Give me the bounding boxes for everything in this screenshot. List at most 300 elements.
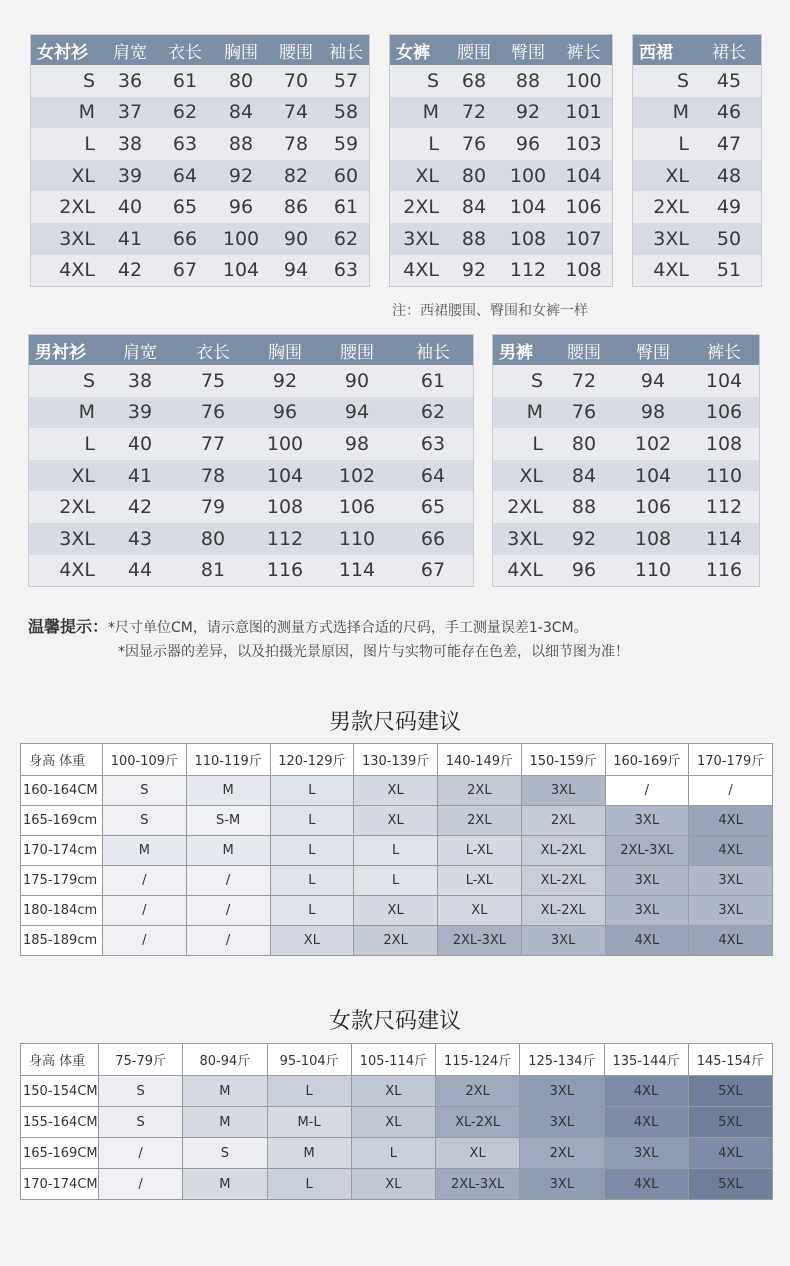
recommended-size-cell: 5XL	[688, 1169, 772, 1200]
women-pants-size-table	[389, 34, 613, 287]
recommended-size-cell: 3XL	[605, 866, 689, 896]
measurement-cell: 72	[551, 365, 617, 397]
measurement-cell: 66	[157, 223, 213, 255]
recommended-size-cell: 4XL	[689, 926, 773, 956]
recommended-size-cell: 2XL	[438, 776, 522, 806]
table-row	[29, 523, 473, 555]
recommended-size-cell: 2XL	[354, 926, 438, 956]
table-row	[633, 160, 761, 192]
recommended-size-cell: /	[103, 926, 187, 956]
size-label: 3XL	[29, 523, 103, 555]
weight-range-header: 140-149斤	[438, 744, 522, 776]
table-row	[390, 223, 612, 255]
measurement-cell: 116	[689, 555, 759, 587]
recommended-size-cell: M	[183, 1076, 267, 1107]
recommended-size-cell: M	[267, 1138, 351, 1169]
size-label: 4XL	[31, 255, 103, 287]
measurement-cell: 37	[103, 97, 157, 129]
recommended-size-cell: M	[186, 836, 270, 866]
measurement-cell: 43	[103, 523, 177, 555]
measurement-cell: 66	[393, 523, 473, 555]
measurement-cell: 38	[103, 365, 177, 397]
measurement-cell: 104	[555, 160, 612, 192]
table-row	[633, 223, 761, 255]
weight-range-header: 110-119斤	[186, 744, 270, 776]
measurement-cell: 76	[447, 128, 501, 160]
table-row	[390, 65, 612, 97]
recommended-size-cell: L	[270, 776, 354, 806]
measurement-cell: 81	[177, 555, 249, 587]
recommended-size-cell: L	[270, 836, 354, 866]
measurement-cell: 106	[321, 491, 393, 523]
height-range-label: 175-179cm	[21, 866, 103, 896]
measurement-cell: 112	[249, 523, 321, 555]
reco-row	[21, 926, 773, 956]
table-row	[493, 365, 759, 397]
size-label: 2XL	[29, 491, 103, 523]
size-label: S	[31, 65, 103, 97]
column-header: 肩宽	[103, 35, 157, 65]
reco-header-row	[21, 1044, 773, 1076]
measurement-cell: 67	[393, 555, 473, 587]
column-header: 袖长	[393, 335, 473, 365]
reco-header-row	[21, 744, 773, 776]
size-table-header	[493, 335, 759, 365]
size-label: M	[633, 97, 697, 129]
recommended-size-cell: M	[183, 1107, 267, 1138]
size-label: 4XL	[633, 255, 697, 287]
measurement-cell: 79	[177, 491, 249, 523]
reco-row	[21, 1169, 773, 1200]
reco-row	[21, 776, 773, 806]
size-label: M	[29, 397, 103, 429]
recommended-size-cell: 4XL	[604, 1107, 688, 1138]
table-row	[29, 397, 473, 429]
recommended-size-cell: /	[186, 896, 270, 926]
measurement-cell: 84	[447, 191, 501, 223]
height-range-label: 165-169cm	[21, 806, 103, 836]
size-label: XL	[633, 160, 697, 192]
recommended-size-cell: 4XL	[689, 806, 773, 836]
reco-row	[21, 1107, 773, 1138]
recommended-size-cell: 4XL	[689, 836, 773, 866]
size-label: 3XL	[390, 223, 447, 255]
measurement-cell: 50	[697, 223, 761, 255]
column-header: 袖长	[323, 35, 369, 65]
table-row	[633, 65, 761, 97]
measurement-cell: 107	[555, 223, 612, 255]
measurement-cell: 88	[551, 491, 617, 523]
column-header: 臀围	[617, 335, 689, 365]
recommended-size-cell: S-M	[186, 806, 270, 836]
measurement-cell: 40	[103, 191, 157, 223]
size-label: L	[493, 428, 551, 460]
table-row	[493, 523, 759, 555]
measurement-cell: 57	[323, 65, 369, 97]
measurement-cell: 100	[501, 160, 555, 192]
weight-range-header: 125-134斤	[520, 1044, 604, 1076]
measurement-cell: 78	[177, 460, 249, 492]
weight-range-header: 135-144斤	[604, 1044, 688, 1076]
size-label: 4XL	[493, 555, 551, 587]
recommended-size-cell: 2XL-3XL	[605, 836, 689, 866]
size-label: L	[29, 428, 103, 460]
recommended-size-cell: S	[99, 1107, 183, 1138]
measurement-cell: 36	[103, 65, 157, 97]
tips-label: 温馨提示：	[28, 617, 109, 636]
weight-range-header: 100-109斤	[103, 744, 187, 776]
measurement-cell: 108	[501, 223, 555, 255]
table-row	[31, 255, 369, 287]
table-row	[493, 428, 759, 460]
measurement-cell: 94	[321, 397, 393, 429]
measurement-cell: 63	[323, 255, 369, 287]
measurement-cell: 104	[617, 460, 689, 492]
size-label: XL	[29, 460, 103, 492]
height-range-label: 160-164CM	[21, 776, 103, 806]
table-row	[31, 65, 369, 97]
table-row	[29, 491, 473, 523]
men-pants-size-table	[492, 334, 760, 587]
size-label: 2XL	[390, 191, 447, 223]
measurement-cell: 65	[157, 191, 213, 223]
measurement-cell: 41	[103, 460, 177, 492]
recommended-size-cell: S	[103, 776, 187, 806]
measurement-cell: 110	[689, 460, 759, 492]
weight-range-header: 105-114斤	[351, 1044, 435, 1076]
measurement-cell: 80	[177, 523, 249, 555]
measurement-cell: 114	[321, 555, 393, 587]
recommended-size-cell: S	[103, 806, 187, 836]
measurement-cell: 112	[689, 491, 759, 523]
measurement-cell: 104	[689, 365, 759, 397]
weight-range-header: 80-94斤	[183, 1044, 267, 1076]
measurement-cell: 74	[269, 97, 323, 129]
recommended-size-cell: 4XL	[604, 1169, 688, 1200]
table-row	[29, 460, 473, 492]
size-label: M	[31, 97, 103, 129]
recommended-size-cell: 2XL	[520, 1138, 604, 1169]
column-header: 裤长	[555, 35, 612, 65]
measurement-cell: 92	[551, 523, 617, 555]
measurement-cell: 62	[323, 223, 369, 255]
size-label: S	[633, 65, 697, 97]
table-name: 女衬衫	[31, 35, 103, 65]
measurement-cell: 90	[269, 223, 323, 255]
recommended-size-cell: XL-2XL	[521, 866, 605, 896]
measurement-cell: 108	[617, 523, 689, 555]
weight-range-header: 150-159斤	[521, 744, 605, 776]
recommended-size-cell: L	[354, 866, 438, 896]
size-label: XL	[31, 160, 103, 192]
weight-range-header: 120-129斤	[270, 744, 354, 776]
table-row	[633, 128, 761, 160]
measurement-cell: 51	[697, 255, 761, 287]
women-reco-table-wrap	[20, 1043, 773, 1200]
recommended-size-cell: S	[99, 1076, 183, 1107]
measurement-cell: 62	[157, 97, 213, 129]
recommended-size-cell: L	[267, 1076, 351, 1107]
size-label: XL	[390, 160, 447, 192]
measurement-cell: 38	[103, 128, 157, 160]
measurement-cell: 110	[321, 523, 393, 555]
recommended-size-cell: /	[186, 866, 270, 896]
recommended-size-cell: 4XL	[605, 926, 689, 956]
table-row	[493, 555, 759, 587]
measurement-cell: 116	[249, 555, 321, 587]
reco-row	[21, 1076, 773, 1107]
weight-range-header: 170-179斤	[689, 744, 773, 776]
column-header: 胸围	[249, 335, 321, 365]
measurement-cell: 67	[157, 255, 213, 287]
size-table-header	[29, 335, 473, 365]
size-label: M	[493, 397, 551, 429]
measurement-cell: 77	[177, 428, 249, 460]
measurement-cell: 45	[697, 65, 761, 97]
size-label: S	[493, 365, 551, 397]
column-header: 臀围	[501, 35, 555, 65]
table-row	[31, 97, 369, 129]
women-shirt-size-table	[30, 34, 370, 287]
recommended-size-cell: 3XL	[521, 776, 605, 806]
column-header: 衣长	[177, 335, 249, 365]
weight-range-header: 130-139斤	[354, 744, 438, 776]
recommended-size-cell: /	[689, 776, 773, 806]
column-header: 腰围	[269, 35, 323, 65]
measurement-cell: 48	[697, 160, 761, 192]
table-name: 西裙	[633, 35, 697, 65]
measurement-cell: 72	[447, 97, 501, 129]
measurement-cell: 60	[323, 160, 369, 192]
recommended-size-cell: 3XL	[689, 866, 773, 896]
column-header: 腰围	[447, 35, 501, 65]
table-row	[31, 191, 369, 223]
recommended-size-cell: 5XL	[688, 1107, 772, 1138]
height-range-label: 155-164CM	[21, 1107, 99, 1138]
measurement-cell: 59	[323, 128, 369, 160]
measurement-cell: 63	[157, 128, 213, 160]
measurement-cell: 94	[269, 255, 323, 287]
recommended-size-cell: /	[186, 926, 270, 956]
column-header: 腰围	[321, 335, 393, 365]
recommended-size-cell: S	[183, 1138, 267, 1169]
size-label: L	[31, 128, 103, 160]
recommended-size-cell: /	[103, 896, 187, 926]
measurement-cell: 102	[617, 428, 689, 460]
size-label: 4XL	[29, 555, 103, 587]
size-label: S	[390, 65, 447, 97]
measurement-cell: 84	[213, 97, 269, 129]
measurement-cell: 103	[555, 128, 612, 160]
measurement-cell: 108	[555, 255, 612, 287]
recommended-size-cell: 3XL	[605, 896, 689, 926]
measurement-cell: 61	[157, 65, 213, 97]
men-shirt-size-table	[28, 334, 474, 587]
reco-corner-label: 身高 体重	[21, 744, 103, 776]
measurement-cell: 39	[103, 160, 157, 192]
size-label: M	[390, 97, 447, 129]
reco-row	[21, 896, 773, 926]
table-row	[29, 555, 473, 587]
table-row	[493, 491, 759, 523]
measurement-cell: 110	[617, 555, 689, 587]
size-label: XL	[493, 460, 551, 492]
measurement-cell: 100	[213, 223, 269, 255]
recommended-size-cell: L	[354, 836, 438, 866]
reco-row	[21, 1138, 773, 1169]
recommended-size-cell: 2XL	[438, 806, 522, 836]
weight-range-header: 160-169斤	[605, 744, 689, 776]
reco-corner-label: 身高 体重	[21, 1044, 99, 1076]
measurement-cell: 98	[321, 428, 393, 460]
measurement-cell: 96	[501, 128, 555, 160]
recommended-size-cell: 3XL	[689, 896, 773, 926]
recommended-size-cell: 4XL	[604, 1076, 688, 1107]
measurement-cell: 100	[249, 428, 321, 460]
measurement-cell: 80	[447, 160, 501, 192]
measurement-cell: 41	[103, 223, 157, 255]
recommended-size-cell: L	[267, 1169, 351, 1200]
height-range-label: 165-169CM	[21, 1138, 99, 1169]
recommended-size-cell: /	[99, 1138, 183, 1169]
size-label: 4XL	[390, 255, 447, 287]
measurement-cell: 61	[323, 191, 369, 223]
measurement-cell: 63	[393, 428, 473, 460]
column-header: 胸围	[213, 35, 269, 65]
measurement-cell: 104	[501, 191, 555, 223]
measurement-cell: 64	[393, 460, 473, 492]
table-row	[31, 160, 369, 192]
size-label: 2XL	[633, 191, 697, 223]
measurement-cell: 82	[269, 160, 323, 192]
measurement-cell: 86	[269, 191, 323, 223]
measurement-cell: 94	[617, 365, 689, 397]
table-row	[31, 128, 369, 160]
measurement-cell: 90	[321, 365, 393, 397]
table-row	[390, 255, 612, 287]
measurement-cell: 88	[213, 128, 269, 160]
size-label: S	[29, 365, 103, 397]
skirt-size-table	[632, 34, 762, 287]
measurement-cell: 80	[213, 65, 269, 97]
recommended-size-cell: M-L	[267, 1107, 351, 1138]
measurement-cell: 42	[103, 255, 157, 287]
measurement-cell: 106	[689, 397, 759, 429]
recommended-size-cell: XL	[270, 926, 354, 956]
column-header: 肩宽	[103, 335, 177, 365]
recommended-size-cell: 2XL	[521, 806, 605, 836]
measurement-cell: 96	[551, 555, 617, 587]
measurement-cell: 92	[447, 255, 501, 287]
measurement-cell: 47	[697, 128, 761, 160]
measurement-cell: 114	[689, 523, 759, 555]
recommended-size-cell: /	[103, 866, 187, 896]
measurement-cell: 65	[393, 491, 473, 523]
measurement-cell: 70	[269, 65, 323, 97]
recommended-size-cell: L	[351, 1138, 435, 1169]
table-row	[390, 160, 612, 192]
column-header: 裤长	[689, 335, 759, 365]
column-header: 裙长	[697, 35, 761, 65]
size-table-header	[31, 35, 369, 65]
recommended-size-cell: 2XL-3XL	[438, 926, 522, 956]
measurement-cell: 49	[697, 191, 761, 223]
measurement-cell: 108	[689, 428, 759, 460]
tips-line-1: *尺寸单位CM，请示意图的测量方式选择合适的尺码，手工测量误差1-3CM。	[108, 620, 588, 636]
table-row	[31, 223, 369, 255]
table-row	[633, 255, 761, 287]
size-label: L	[633, 128, 697, 160]
table-row	[390, 97, 612, 129]
reco-row	[21, 866, 773, 896]
measurement-cell: 58	[323, 97, 369, 129]
size-label: 2XL	[31, 191, 103, 223]
recommended-size-cell: 3XL	[520, 1076, 604, 1107]
recommended-size-cell: 5XL	[688, 1076, 772, 1107]
height-range-label: 170-174CM	[21, 1169, 99, 1200]
measurement-cell: 96	[249, 397, 321, 429]
measurement-cell: 96	[213, 191, 269, 223]
weight-range-header: 95-104斤	[267, 1044, 351, 1076]
measurement-cell: 42	[103, 491, 177, 523]
recommended-size-cell: XL-2XL	[436, 1107, 520, 1138]
size-label: 3XL	[493, 523, 551, 555]
measurement-cell: 80	[551, 428, 617, 460]
recommended-size-cell: /	[605, 776, 689, 806]
measurement-cell: 39	[103, 397, 177, 429]
size-table-header	[390, 35, 612, 65]
recommended-size-cell: XL	[354, 806, 438, 836]
table-row	[633, 97, 761, 129]
women-reco-title: 女款尺码建议	[328, 1009, 461, 1034]
weight-range-header: 145-154斤	[688, 1044, 772, 1076]
recommended-size-cell: M	[183, 1169, 267, 1200]
recommended-size-cell: XL	[436, 1138, 520, 1169]
tips-block	[28, 615, 768, 664]
measurement-cell: 88	[501, 65, 555, 97]
measurement-cell: 104	[213, 255, 269, 287]
table-row	[390, 191, 612, 223]
size-table-header	[633, 35, 761, 65]
recommended-size-cell: 4XL	[688, 1138, 772, 1169]
table-row	[493, 397, 759, 429]
measurement-cell: 100	[555, 65, 612, 97]
measurement-cell: 92	[501, 97, 555, 129]
size-label: 3XL	[633, 223, 697, 255]
table-row	[633, 191, 761, 223]
recommended-size-cell: L	[270, 866, 354, 896]
table-name: 男衬衫	[29, 335, 103, 365]
recommended-size-cell: L-XL	[438, 866, 522, 896]
recommended-size-cell: XL	[351, 1076, 435, 1107]
table-name: 女裤	[390, 35, 447, 65]
measurement-cell: 92	[249, 365, 321, 397]
tips-line-2: *因显示器的差异，以及拍摄光景原因，图片与实物可能存在色差，以细节图为准！	[118, 644, 629, 660]
measurement-cell: 75	[177, 365, 249, 397]
measurement-cell: 40	[103, 428, 177, 460]
recommended-size-cell: XL	[354, 776, 438, 806]
measurement-cell: 84	[551, 460, 617, 492]
measurement-cell: 64	[157, 160, 213, 192]
measurement-cell: 62	[393, 397, 473, 429]
height-range-label: 180-184cm	[21, 896, 103, 926]
measurement-cell: 102	[321, 460, 393, 492]
recommended-size-cell: L-XL	[438, 836, 522, 866]
recommended-size-cell: M	[103, 836, 187, 866]
recommended-size-cell: 3XL	[520, 1107, 604, 1138]
height-range-label: 150-154CM	[21, 1076, 99, 1107]
recommended-size-cell: 2XL	[436, 1076, 520, 1107]
